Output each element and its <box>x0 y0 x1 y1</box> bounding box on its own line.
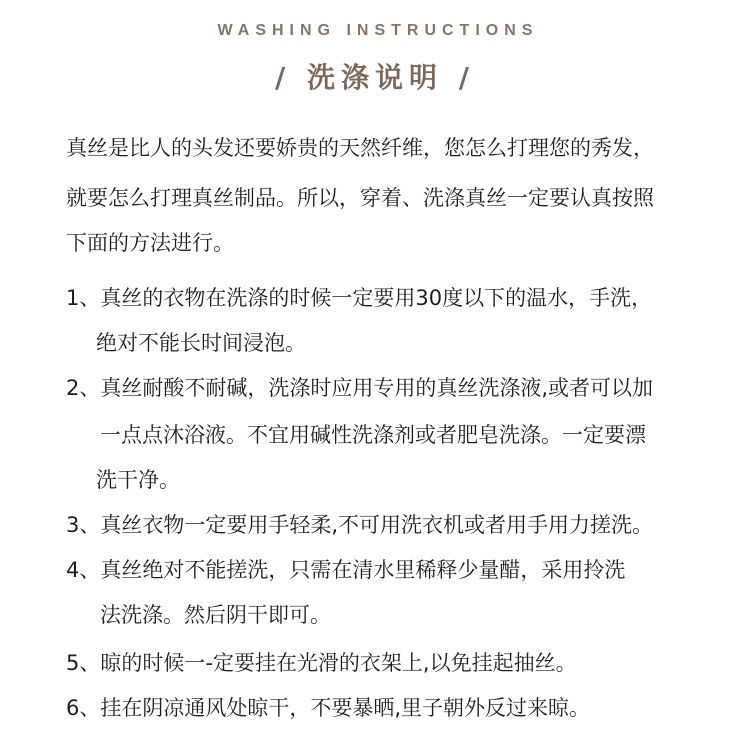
instruction-2-line-3: 洗干净。 <box>96 468 180 492</box>
heading-chinese: / 洗涤说明 / <box>275 61 475 94</box>
intro-line-3: 下面的方法进行。 <box>66 231 234 255</box>
instruction-1-line-1: 1、真丝的衣物在洗涤的时候一定要用30度以下的温水，手洗， <box>66 286 653 310</box>
instruction-5-line-1: 5、晾的时候一-定要挂在光滑的衣架上,以免挂起抽丝。 <box>66 651 577 675</box>
intro-line-2: 就要怎么打理真丝制品。所以，穿着、洗涤真丝一定要认真按照 <box>66 186 654 210</box>
instruction-2-line-1: 2、真丝耐酸不耐碱，洗涤时应用专用的真丝洗涤液,或者可以加 <box>66 376 654 400</box>
instruction-4-line-1: 4、真丝绝对不能搓洗，只需在清水里稀释少量醋，采用拎洗 <box>66 558 626 582</box>
instruction-4-line-2: 法洗涤。然后阴干即可。 <box>100 603 331 627</box>
instruction-1-line-2: 绝对不能长时间浸泡。 <box>96 331 306 355</box>
instruction-2-line-2: 一点点沐浴液。不宜用碱性洗涤剂或者肥皂洗涤。一定要漂 <box>100 423 646 447</box>
heading-english: WASHING INSTRUCTIONS <box>217 22 539 39</box>
intro-line-1: 真丝是比人的头发还要娇贵的天然纤维，您怎么打理您的秀发， <box>66 136 654 160</box>
instruction-3-line-1: 3、真丝衣物一定要用手轻柔,不可用洗衣机或者用手用力搓洗。 <box>66 513 654 537</box>
instruction-6-line-1: 6、挂在阴凉通风处晾干，不要暴晒,里子朝外反过来晾。 <box>66 696 591 720</box>
